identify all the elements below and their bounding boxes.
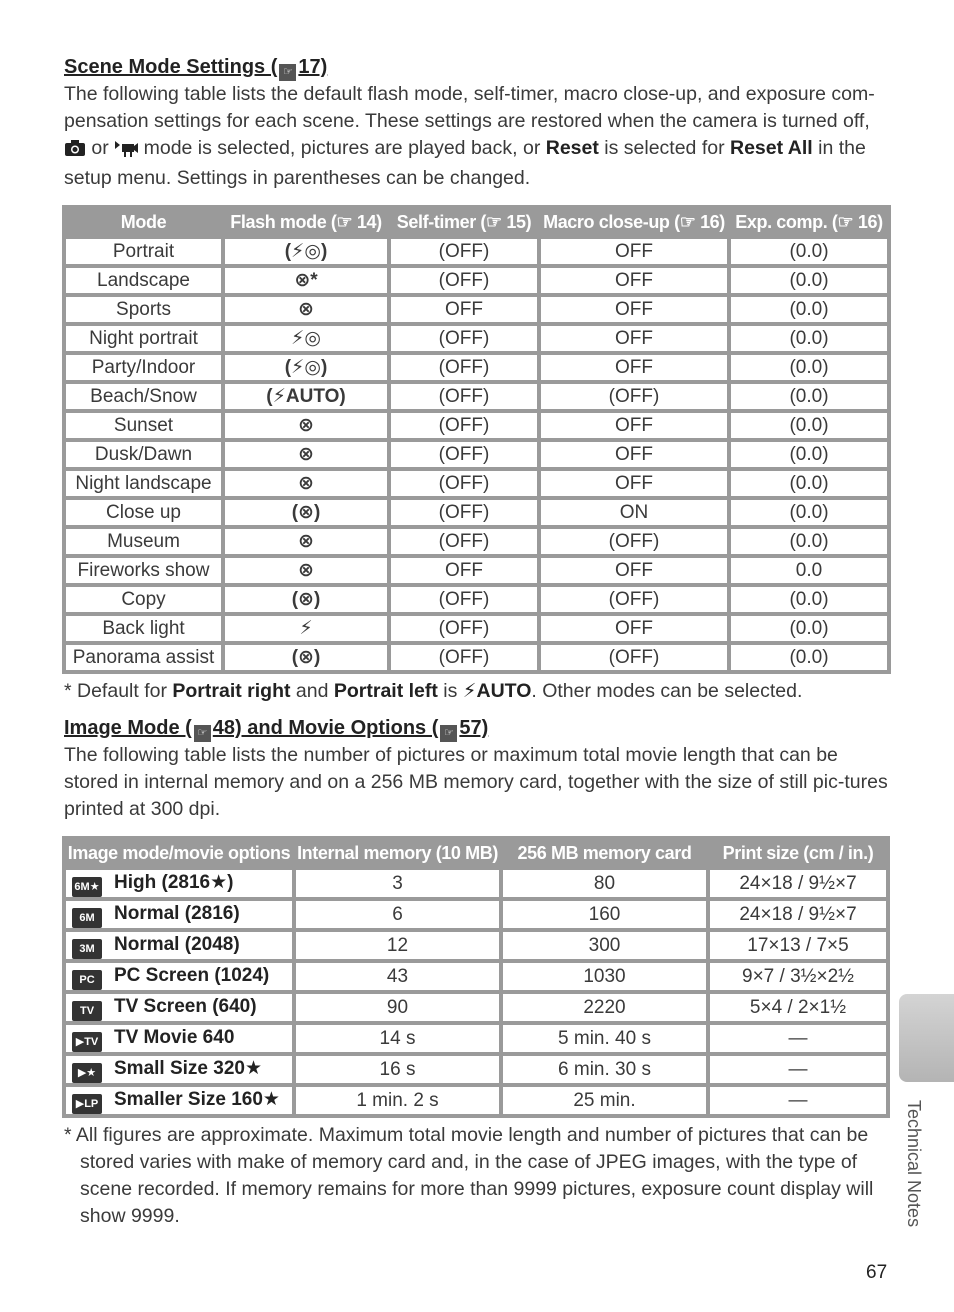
header-exp-ref: 16) [857, 212, 883, 232]
image-mode-label: PC Screen (1024) [114, 965, 270, 986]
cell-image-mode [66, 994, 292, 1021]
cell-image-mode [66, 870, 292, 897]
cell-flash: ⊗ [225, 442, 387, 467]
table-row [66, 558, 887, 583]
cell-self-timer: (OFF) [391, 529, 537, 554]
reference-icon: ☞ [440, 725, 457, 742]
cell-mode: Landscape [66, 268, 221, 293]
scene-intro [64, 81, 890, 192]
cell-self-timer: (OFF) [391, 500, 537, 525]
cell-exp-comp: 0.0 [731, 558, 887, 583]
image-mode-label: Smaller Size 160★ [114, 1089, 280, 1110]
cell-internal: 1 min. 2 s [296, 1087, 499, 1114]
cell-flash: (⚡AUTO) [225, 384, 387, 409]
image-footnote: * All figures are approximate. Maximum total movie length and number of pictures that can be stored varies with make of memory card and, in the case of JPEG images, with the type of scene recorded. If memory remains for more than 9999 pictures, exposure count display will show 9999. [64, 1124, 874, 1227]
cell-card: 300 [503, 932, 706, 959]
header-macro [541, 209, 727, 235]
scene-title-text: Scene Mode Settings ( [64, 56, 278, 78]
image-mode-label: Normal (2048) [114, 934, 240, 955]
cell-mode: Sunset [66, 413, 221, 438]
camera-icon [64, 138, 86, 165]
image-mode-icon: 3M [72, 939, 102, 959]
section-tab [899, 994, 954, 1082]
image-mode-icon: TV [72, 1001, 102, 1021]
image-mode-label: High (2816★) [114, 872, 234, 893]
footnote-text: * Default for [64, 680, 173, 702]
cell-print-size: 24×18 / 9½×7 [710, 870, 886, 897]
header-macro-ref: 16) [700, 212, 725, 232]
table-header-row [66, 840, 886, 866]
image-mode-label: TV Screen (640) [114, 996, 257, 1017]
cell-image-mode [66, 1056, 292, 1083]
image-mode-icon: 6M [72, 908, 102, 928]
table-row [66, 500, 887, 525]
cell-macro: (OFF) [541, 384, 727, 409]
cell-self-timer: (OFF) [391, 587, 537, 612]
cell-flash: ⊗ [225, 413, 387, 438]
cell-exp-comp: (0.0) [731, 616, 887, 641]
cell-internal: 16 s [296, 1056, 499, 1083]
cell-macro: OFF [541, 268, 727, 293]
footnote-and: and [290, 680, 334, 702]
image-title-part1: Image Mode ( [64, 717, 192, 739]
cell-card: 160 [503, 901, 706, 928]
cell-internal: 6 [296, 901, 499, 928]
reference-icon: ☞ [837, 212, 858, 232]
cell-image-mode [66, 932, 292, 959]
image-mode-icon: PC [72, 970, 102, 990]
table-row [66, 326, 887, 351]
cell-mode: Night landscape [66, 471, 221, 496]
cell-flash: ⚡ [225, 616, 387, 641]
header-flash-ref: 14) [356, 212, 382, 232]
footnote-is: is [437, 680, 463, 702]
cell-macro: (OFF) [541, 529, 727, 554]
cell-card: 2220 [503, 994, 706, 1021]
cell-mode: Party/Indoor [66, 355, 221, 380]
cell-flash: ⚡◎ [225, 326, 387, 351]
cell-internal: 90 [296, 994, 499, 1021]
cell-self-timer: (OFF) [391, 355, 537, 380]
cell-mode: Museum [66, 529, 221, 554]
cell-macro: (OFF) [541, 645, 727, 670]
side-tab-label: Technical Notes [904, 1100, 924, 1228]
cell-self-timer: (OFF) [391, 268, 537, 293]
cell-image-mode [66, 963, 292, 990]
reference-icon: ☞ [336, 212, 357, 232]
header-exp-comp [731, 209, 887, 235]
cell-image-mode [66, 1025, 292, 1052]
scene-intro-part3: is selected for [598, 137, 730, 159]
cell-macro: OFF [541, 239, 727, 264]
cell-flash: ⊗* [225, 268, 387, 293]
cell-self-timer: (OFF) [391, 239, 537, 264]
cell-self-timer: OFF [391, 297, 537, 322]
scene-section-title [64, 54, 890, 81]
table-row [66, 587, 887, 612]
cell-exp-comp: (0.0) [731, 297, 887, 322]
cell-print-size: 24×18 / 9½×7 [710, 901, 886, 928]
footnote-end: . Other modes can be selected. [531, 680, 803, 702]
image-section-title [64, 715, 890, 742]
cell-mode: Back light [66, 616, 221, 641]
cell-macro: OFF [541, 558, 727, 583]
cell-self-timer: (OFF) [391, 442, 537, 467]
image-mode-label: Normal (2816) [114, 903, 240, 924]
table-row [66, 239, 887, 264]
header-print-size: Print size (cm / in.) [710, 840, 886, 866]
cell-exp-comp: (0.0) [731, 500, 887, 525]
reference-icon: ☞ [194, 725, 211, 742]
reset-all-term: Reset All [730, 137, 813, 159]
header-self-text: Self-timer ( [396, 212, 487, 232]
footnote-portrait-right: Portrait right [172, 680, 291, 702]
table-row [66, 932, 886, 959]
cell-print-size: 5×4 / 2×1½ [710, 994, 886, 1021]
header-image-mode: Image mode/movie options [66, 840, 292, 866]
cell-macro: (OFF) [541, 587, 727, 612]
table-row [66, 870, 886, 897]
cell-self-timer: (OFF) [391, 413, 537, 438]
table-row [66, 963, 886, 990]
image-mode-table [62, 836, 890, 1118]
scene-intro-part4: in the setup menu. Settings in parentheses can be changed. [64, 137, 866, 189]
cell-flash: (⚡◎) [225, 355, 387, 380]
cell-flash: (⊗) [225, 587, 387, 612]
table-row [66, 645, 887, 670]
table-row [66, 471, 887, 496]
cell-exp-comp: (0.0) [731, 239, 887, 264]
scene-intro-or: or [86, 137, 115, 159]
image-title-part3: 57) [459, 717, 489, 739]
cell-card: 1030 [503, 963, 706, 990]
cell-flash: (⚡◎) [225, 239, 387, 264]
cell-flash: ⊗ [225, 529, 387, 554]
cell-exp-comp: (0.0) [731, 529, 887, 554]
footnote-auto: ⚡AUTO [462, 680, 532, 702]
cell-internal: 14 s [296, 1025, 499, 1052]
cell-exp-comp: (0.0) [731, 355, 887, 380]
cell-macro: OFF [541, 355, 727, 380]
cell-print-size: — [710, 1087, 886, 1114]
header-flash-text: Flash mode ( [230, 212, 337, 232]
cell-macro: ON [541, 500, 727, 525]
cell-self-timer: OFF [391, 558, 537, 583]
cell-macro: OFF [541, 616, 727, 641]
table-row [66, 413, 887, 438]
cell-exp-comp: (0.0) [731, 471, 887, 496]
cell-exp-comp: (0.0) [731, 442, 887, 467]
cell-mode: Dusk/Dawn [66, 442, 221, 467]
table-row [66, 1025, 886, 1052]
header-mode: Mode [66, 209, 221, 235]
header-self-ref: 15) [506, 212, 532, 232]
cell-mode: Copy [66, 587, 221, 612]
cell-flash: (⊗) [225, 645, 387, 670]
page-content [64, 54, 890, 1230]
cell-exp-comp: (0.0) [731, 384, 887, 409]
header-self-timer [391, 209, 537, 235]
table-row [66, 442, 887, 467]
header-memory-card: 256 MB memory card [503, 840, 706, 866]
movie-icon [114, 138, 138, 165]
cell-print-size: — [710, 1025, 886, 1052]
cell-macro: OFF [541, 442, 727, 467]
scene-intro-part2: mode is selected, pictures are played back, or [138, 137, 546, 159]
table-row [66, 529, 887, 554]
table-row [66, 994, 886, 1021]
cell-mode: Fireworks show [66, 558, 221, 583]
cell-mode: Panorama assist [66, 645, 221, 670]
cell-macro: OFF [541, 297, 727, 322]
cell-self-timer: (OFF) [391, 645, 537, 670]
table-row [66, 297, 887, 322]
cell-internal: 43 [296, 963, 499, 990]
image-title-part2: 48) and Movie Options ( [212, 717, 439, 739]
cell-card: 5 min. 40 s [503, 1025, 706, 1052]
cell-self-timer: (OFF) [391, 326, 537, 351]
cell-mode: Beach/Snow [66, 384, 221, 409]
scene-title-ref: 17) [298, 56, 328, 78]
cell-exp-comp: (0.0) [731, 326, 887, 351]
cell-mode: Night portrait [66, 326, 221, 351]
scene-settings-table [62, 205, 891, 674]
cell-flash: ⊗ [225, 297, 387, 322]
cell-self-timer: (OFF) [391, 384, 537, 409]
image-mode-label: TV Movie 640 [114, 1027, 235, 1048]
cell-self-timer: (OFF) [391, 616, 537, 641]
footnote-portrait-left: Portrait left [333, 680, 438, 702]
table-header-row [66, 209, 887, 235]
image-mode-icon: 6M★ [72, 877, 102, 897]
image-intro: The following table lists the number of pictures or maximum total movie length that can be stored in internal memory and on a 256 MB memory card, together with the size of still pic-tures printed at 300 dpi. [64, 744, 888, 820]
table-row [66, 384, 887, 409]
cell-print-size: 17×13 / 7×5 [710, 932, 886, 959]
cell-internal: 12 [296, 932, 499, 959]
cell-image-mode [66, 901, 292, 928]
cell-mode: Sports [66, 297, 221, 322]
cell-flash: ⊗ [225, 471, 387, 496]
cell-print-size: 9×7 / 3½×2½ [710, 963, 886, 990]
cell-flash: ⊗ [225, 558, 387, 583]
cell-flash: (⊗) [225, 500, 387, 525]
movie-mode-icon: ▶★ [72, 1063, 102, 1083]
header-flash-mode [225, 209, 387, 235]
cell-exp-comp: (0.0) [731, 645, 887, 670]
cell-print-size: — [710, 1056, 886, 1083]
table-row [66, 268, 887, 293]
cell-exp-comp: (0.0) [731, 268, 887, 293]
cell-internal: 3 [296, 870, 499, 897]
cell-card: 6 min. 30 s [503, 1056, 706, 1083]
cell-self-timer: (OFF) [391, 471, 537, 496]
reference-icon: ☞ [279, 64, 296, 81]
page-number: 67 [866, 1262, 888, 1283]
table-row [66, 901, 886, 928]
cell-exp-comp: (0.0) [731, 413, 887, 438]
header-internal-memory: Internal memory (10 MB) [296, 840, 499, 866]
cell-mode: Portrait [66, 239, 221, 264]
reference-icon: ☞ [486, 212, 507, 232]
table-row [66, 616, 887, 641]
movie-mode-icon: ▶TV [72, 1032, 102, 1052]
scene-intro-part1: The following table lists the default flash mode, self-timer, macro close-up, and exposure com-pensation settings for each scene. These settings are restored when the camera is turned off, [64, 83, 875, 132]
image-mode-label: Small Size 320★ [114, 1058, 263, 1079]
cell-card: 80 [503, 870, 706, 897]
cell-mode: Close up [66, 500, 221, 525]
movie-mode-icon: ▶LP [72, 1094, 102, 1114]
cell-macro: OFF [541, 326, 727, 351]
table-row [66, 355, 887, 380]
cell-card: 25 min. [503, 1087, 706, 1114]
header-macro-text: Macro close-up ( [543, 212, 680, 232]
cell-exp-comp: (0.0) [731, 587, 887, 612]
header-exp-text: Exp. comp. ( [735, 212, 838, 232]
reference-icon: ☞ [679, 212, 701, 232]
cell-macro: OFF [541, 413, 727, 438]
cell-image-mode [66, 1087, 292, 1114]
table-row [66, 1087, 886, 1114]
cell-macro: OFF [541, 471, 727, 496]
table-row [66, 1056, 886, 1083]
scene-footnote [64, 678, 890, 705]
reset-term: Reset [545, 137, 599, 159]
